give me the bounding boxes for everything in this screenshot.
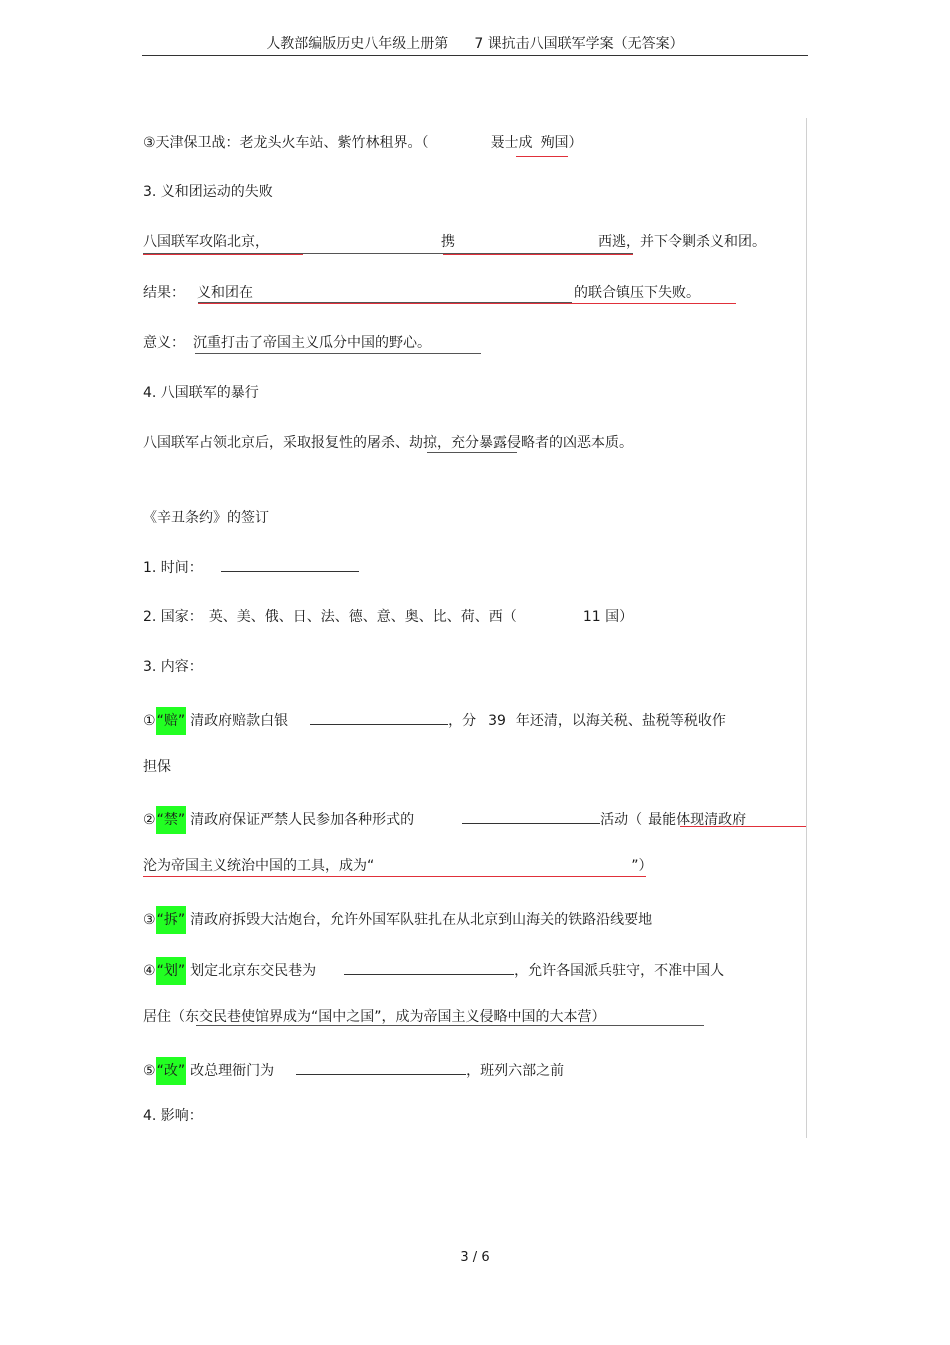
line-tianjin-battle: [143, 133, 583, 153]
highlight-pei: “赔”: [156, 707, 187, 735]
blank-rename: [296, 1060, 466, 1075]
line-beijing-fall: [143, 232, 766, 252]
text-most-reflect: 最能体现清政府: [648, 812, 747, 828]
blank-ban: [462, 809, 600, 824]
text-significance: 沉重打击了帝国主义瓜分中国的野心。: [193, 335, 431, 351]
line-countries: [143, 607, 633, 627]
answer-nie-shicheng: 聂士成: [490, 135, 533, 151]
highlight-hua: “划”: [156, 957, 187, 985]
header-title-right: 7 课抗击八国联军学案（无答案）: [474, 36, 684, 52]
text-activity: 活动（: [600, 812, 643, 828]
red-underline: [443, 254, 633, 255]
section-heading-treaty: 《辛丑条约》的签订: [143, 510, 269, 526]
text-eleven: 11 国）: [582, 609, 634, 625]
content-frame-border: [806, 118, 807, 1138]
text-beijing-fall: 八国联军攻陷北京，: [143, 234, 269, 250]
text-garrison: ，允许各国派兵驻守，不准中国人: [514, 963, 725, 979]
text-close-quote: ”）: [631, 858, 653, 874]
text-demolish: 清政府拆毁大沽炮台，允许外国军队驻扎在从北京到山海关的铁路沿线要地: [190, 912, 653, 928]
red-underline: [516, 156, 568, 157]
label-significance: 意义：: [143, 335, 185, 351]
text-boxers-in: 义和团在: [197, 285, 253, 301]
line-zongli-yamen: [143, 1057, 564, 1085]
item-number: ③: [143, 912, 156, 928]
item-number: ②: [143, 812, 156, 828]
blank-legation: [344, 960, 514, 975]
blank-underline: [427, 452, 517, 453]
red-underline: [198, 303, 736, 304]
line-demolish: [143, 906, 652, 934]
text-martyr: 殉国）: [540, 135, 583, 151]
label-countries: 2. 国家：: [143, 609, 203, 625]
red-underline: [143, 876, 646, 877]
text-suppressed: 的联合镇压下失败。: [574, 285, 700, 301]
section-heading-content: 3. 内容：: [143, 659, 203, 675]
item-number: ①: [143, 713, 156, 729]
line-result: [143, 283, 700, 303]
blank-time: [221, 557, 359, 572]
label-time: 1. 时间：: [143, 560, 203, 576]
blank-underline: [195, 353, 481, 354]
red-underline: [143, 254, 303, 255]
blank-indemnity: [310, 710, 448, 725]
line-tool: [143, 856, 653, 876]
text-legation: 划定北京东交民巷为: [190, 963, 317, 979]
text-repay: 年还清，以海关税、盐税等税收作: [515, 713, 726, 729]
line-indemnity: [143, 707, 726, 735]
text-indemnity: 清政府赔款白银: [190, 713, 289, 729]
page-number: 3 / 6: [460, 1250, 490, 1265]
highlight-chai: “拆”: [156, 906, 187, 934]
text-ban: 清政府保证严禁人民参加各种形式的: [190, 812, 415, 828]
text-rename: 改总理衙门为: [190, 1063, 275, 1079]
text-flee-west: 西逃，并下令剿杀义和团。: [598, 234, 766, 250]
line-residence: 居住（东交民巷使馆界成为“国中之国”，成为帝国主义侵略中国的大本营）: [143, 1009, 606, 1025]
line-guarantee: 担保: [143, 759, 171, 775]
highlight-gai: “改”: [156, 1057, 187, 1085]
section-heading-failure: 3. 义和团运动的失败: [143, 184, 273, 200]
header-title-left: 人教部编版历史八年级上册第: [266, 36, 449, 52]
item-number: ⑤: [143, 1063, 156, 1079]
highlight-jin: “禁”: [156, 806, 187, 834]
section-heading-impact: 4. 影响：: [143, 1108, 203, 1124]
text-xie: 携: [441, 234, 455, 250]
line-time: [143, 557, 359, 578]
label-result: 结果：: [143, 285, 185, 301]
text-six-ministries: ，班列六部之前: [466, 1063, 565, 1079]
text-countries: 英、美、俄、日、法、德、意、奥、比、荷、西（: [208, 609, 517, 625]
text-tool: 沦为帝国主义统治中国的工具，成为“: [143, 858, 375, 874]
blank-underline: [196, 1025, 704, 1026]
page-header: [142, 34, 808, 56]
text-tianjin: ③天津保卫战：老龙头火车站、紫竹林租界。（: [143, 135, 429, 151]
line-ban: [143, 806, 746, 834]
section-heading-atrocities: 4. 八国联军的暴行: [143, 385, 259, 401]
line-atrocities: 八国联军占领北京后，采取报复性的屠杀、劫掠，充分暴露侵略者的凶恶本质。: [143, 435, 633, 451]
text-fen: ，分: [448, 713, 477, 729]
line-legation: [143, 957, 724, 985]
line-significance: [143, 333, 431, 353]
item-number: ④: [143, 963, 156, 979]
text-39: 39: [488, 713, 506, 729]
red-underline: [680, 826, 806, 827]
